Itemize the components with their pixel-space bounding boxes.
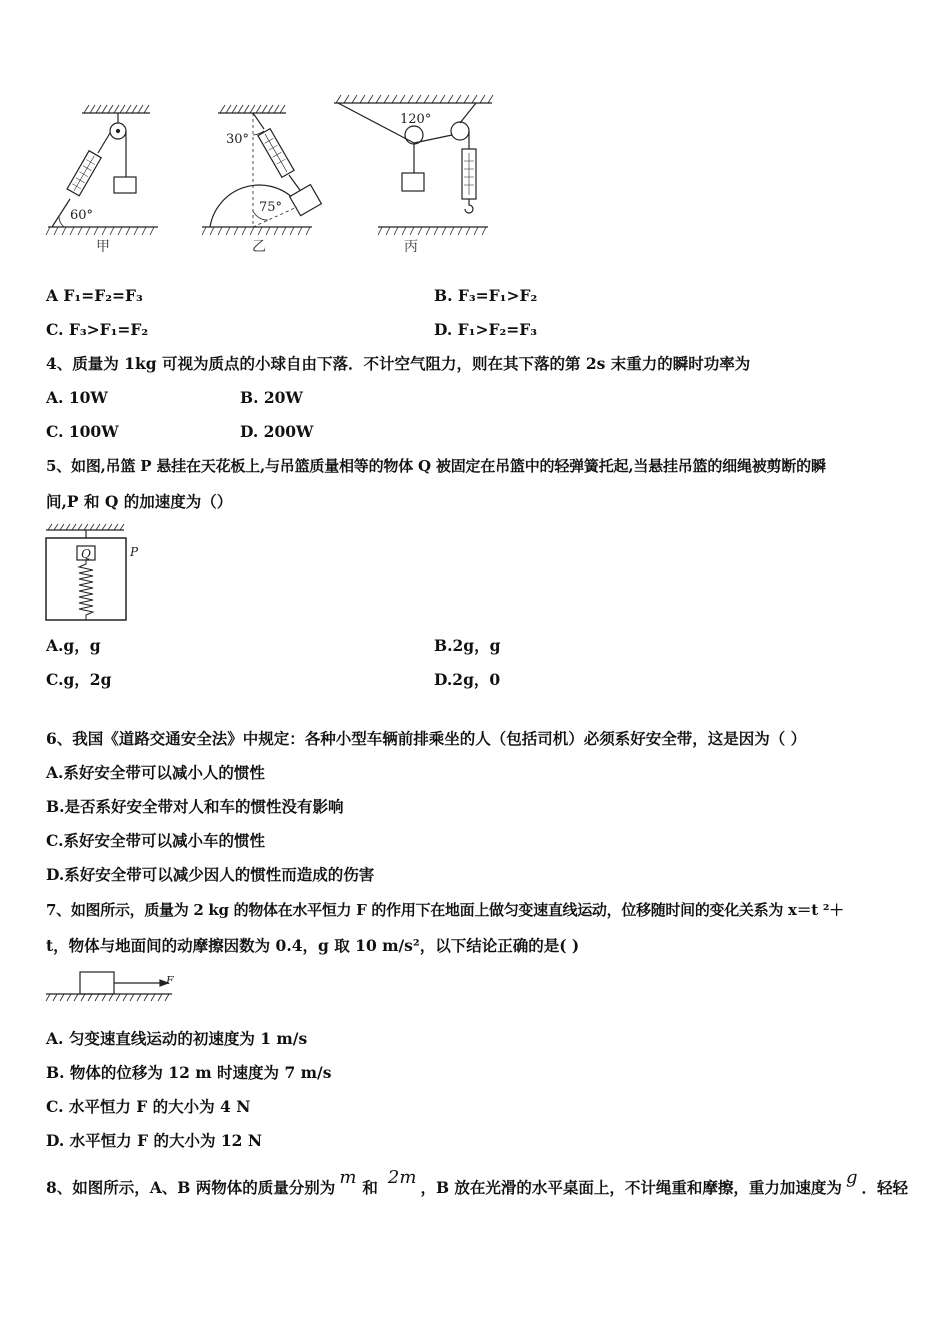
q8-stem bbox=[46, 1167, 908, 1198]
q5-stem-line2: 间,P 和 Q 的加速度为（） bbox=[46, 492, 233, 511]
caption-yi: 乙 bbox=[252, 239, 266, 255]
label-60: 60° bbox=[70, 208, 94, 223]
q8-mass-2m: 2m bbox=[387, 1167, 417, 1188]
caption-bing: 丙 bbox=[404, 239, 418, 255]
q4-option-d: D. 200W bbox=[240, 422, 314, 441]
q3-figure-jia-yi-bing bbox=[40, 95, 510, 260]
label-30: 30° bbox=[226, 132, 250, 147]
q7-option-a: A. 匀变速直线运动的初速度为 1 m/s bbox=[46, 1029, 308, 1048]
q7-stem-line1: 7、如图所示，质量为 2 kg 的物体在水平恒力 F 的作用下在地面上做匀变速直线运动，位移随时间的变化关系为 x＝t ²＋ bbox=[46, 901, 844, 919]
q8-stem-part2: 和 bbox=[362, 1178, 378, 1197]
q8-stem-part1: 8、如图所示，A、B 两物体的质量分别为 bbox=[46, 1178, 336, 1197]
q5-option-d: D.2g，0 bbox=[434, 670, 501, 689]
q8-gravity-g: g bbox=[845, 1167, 858, 1188]
q5-option-c: C.g，2g bbox=[46, 670, 112, 689]
q6-option-a: A.系好安全带可以减小人的惯性 bbox=[46, 763, 265, 782]
q7-figure-block bbox=[44, 968, 184, 1004]
q5-option-b: B.2g，g bbox=[434, 636, 501, 655]
caption-jia: 甲 bbox=[96, 239, 110, 255]
figure-jia bbox=[46, 105, 158, 235]
q8-mass-m: m bbox=[339, 1167, 357, 1188]
q8-stem-part3: ，B 放在光滑的水平桌面上，不计绳重和摩擦，重力加速度为 bbox=[420, 1178, 842, 1197]
q4-option-b: B. 20W bbox=[240, 388, 303, 407]
q6-stem: 6、我国《道路交通安全法》中规定：各种小型车辆前排乘坐的人（包括司机）必须系好安全带，这是因为（ ） bbox=[46, 729, 807, 748]
figure-yi bbox=[202, 105, 321, 235]
q3-option-b: B. F₃=F₁>F₂ bbox=[434, 286, 538, 305]
q5-stem-line1: 5、如图,吊篮 P 悬挂在天花板上,与吊篮质量相等的物体 Q 被固定在吊篮中的轻弹簧托起,当悬挂吊篮的细绳被剪断的瞬 bbox=[46, 457, 826, 475]
q7-option-d: D. 水平恒力 F 的大小为 12 N bbox=[46, 1131, 263, 1150]
q3-option-a: A F₁=F₂=F₃ bbox=[46, 286, 143, 305]
q6-option-b: B.是否系好安全带对人和车的惯性没有影响 bbox=[46, 797, 344, 816]
label-f: F bbox=[166, 974, 174, 987]
q5-figure-basket bbox=[44, 522, 144, 626]
label-120: 120° bbox=[400, 112, 432, 127]
q4-option-a: A. 10W bbox=[46, 388, 108, 407]
q3-option-c: C. F₃>F₁=F₂ bbox=[46, 320, 149, 339]
q6-option-c: C.系好安全带可以减小车的惯性 bbox=[46, 831, 265, 850]
label-p: P bbox=[130, 545, 139, 559]
q6-option-d: D.系好安全带可以减少因人的惯性而造成的伤害 bbox=[46, 865, 375, 884]
q4-option-c: C. 100W bbox=[46, 422, 119, 441]
q5-option-a: A.g，g bbox=[46, 636, 101, 655]
q7-option-b: B. 物体的位移为 12 m 时速度为 7 m/s bbox=[46, 1063, 332, 1082]
q4-stem: 4、质量为 1kg 可视为质点的小球自由下落．不计空气阻力，则在其下落的第 2s 末重力的瞬时功率为 bbox=[46, 354, 751, 373]
q7-stem-line2: t，物体与地面间的动摩擦因数为 0.4，g 取 10 m/s²，以下结论正确的是( ) bbox=[46, 936, 580, 955]
q3-option-d: D. F₁>F₂=F₃ bbox=[434, 320, 538, 339]
q7-option-c: C. 水平恒力 F 的大小为 4 N bbox=[46, 1097, 251, 1116]
label-75: 75° bbox=[259, 200, 283, 215]
q8-stem-part4: ．轻轻 bbox=[861, 1178, 908, 1197]
label-q: Q bbox=[81, 547, 91, 561]
